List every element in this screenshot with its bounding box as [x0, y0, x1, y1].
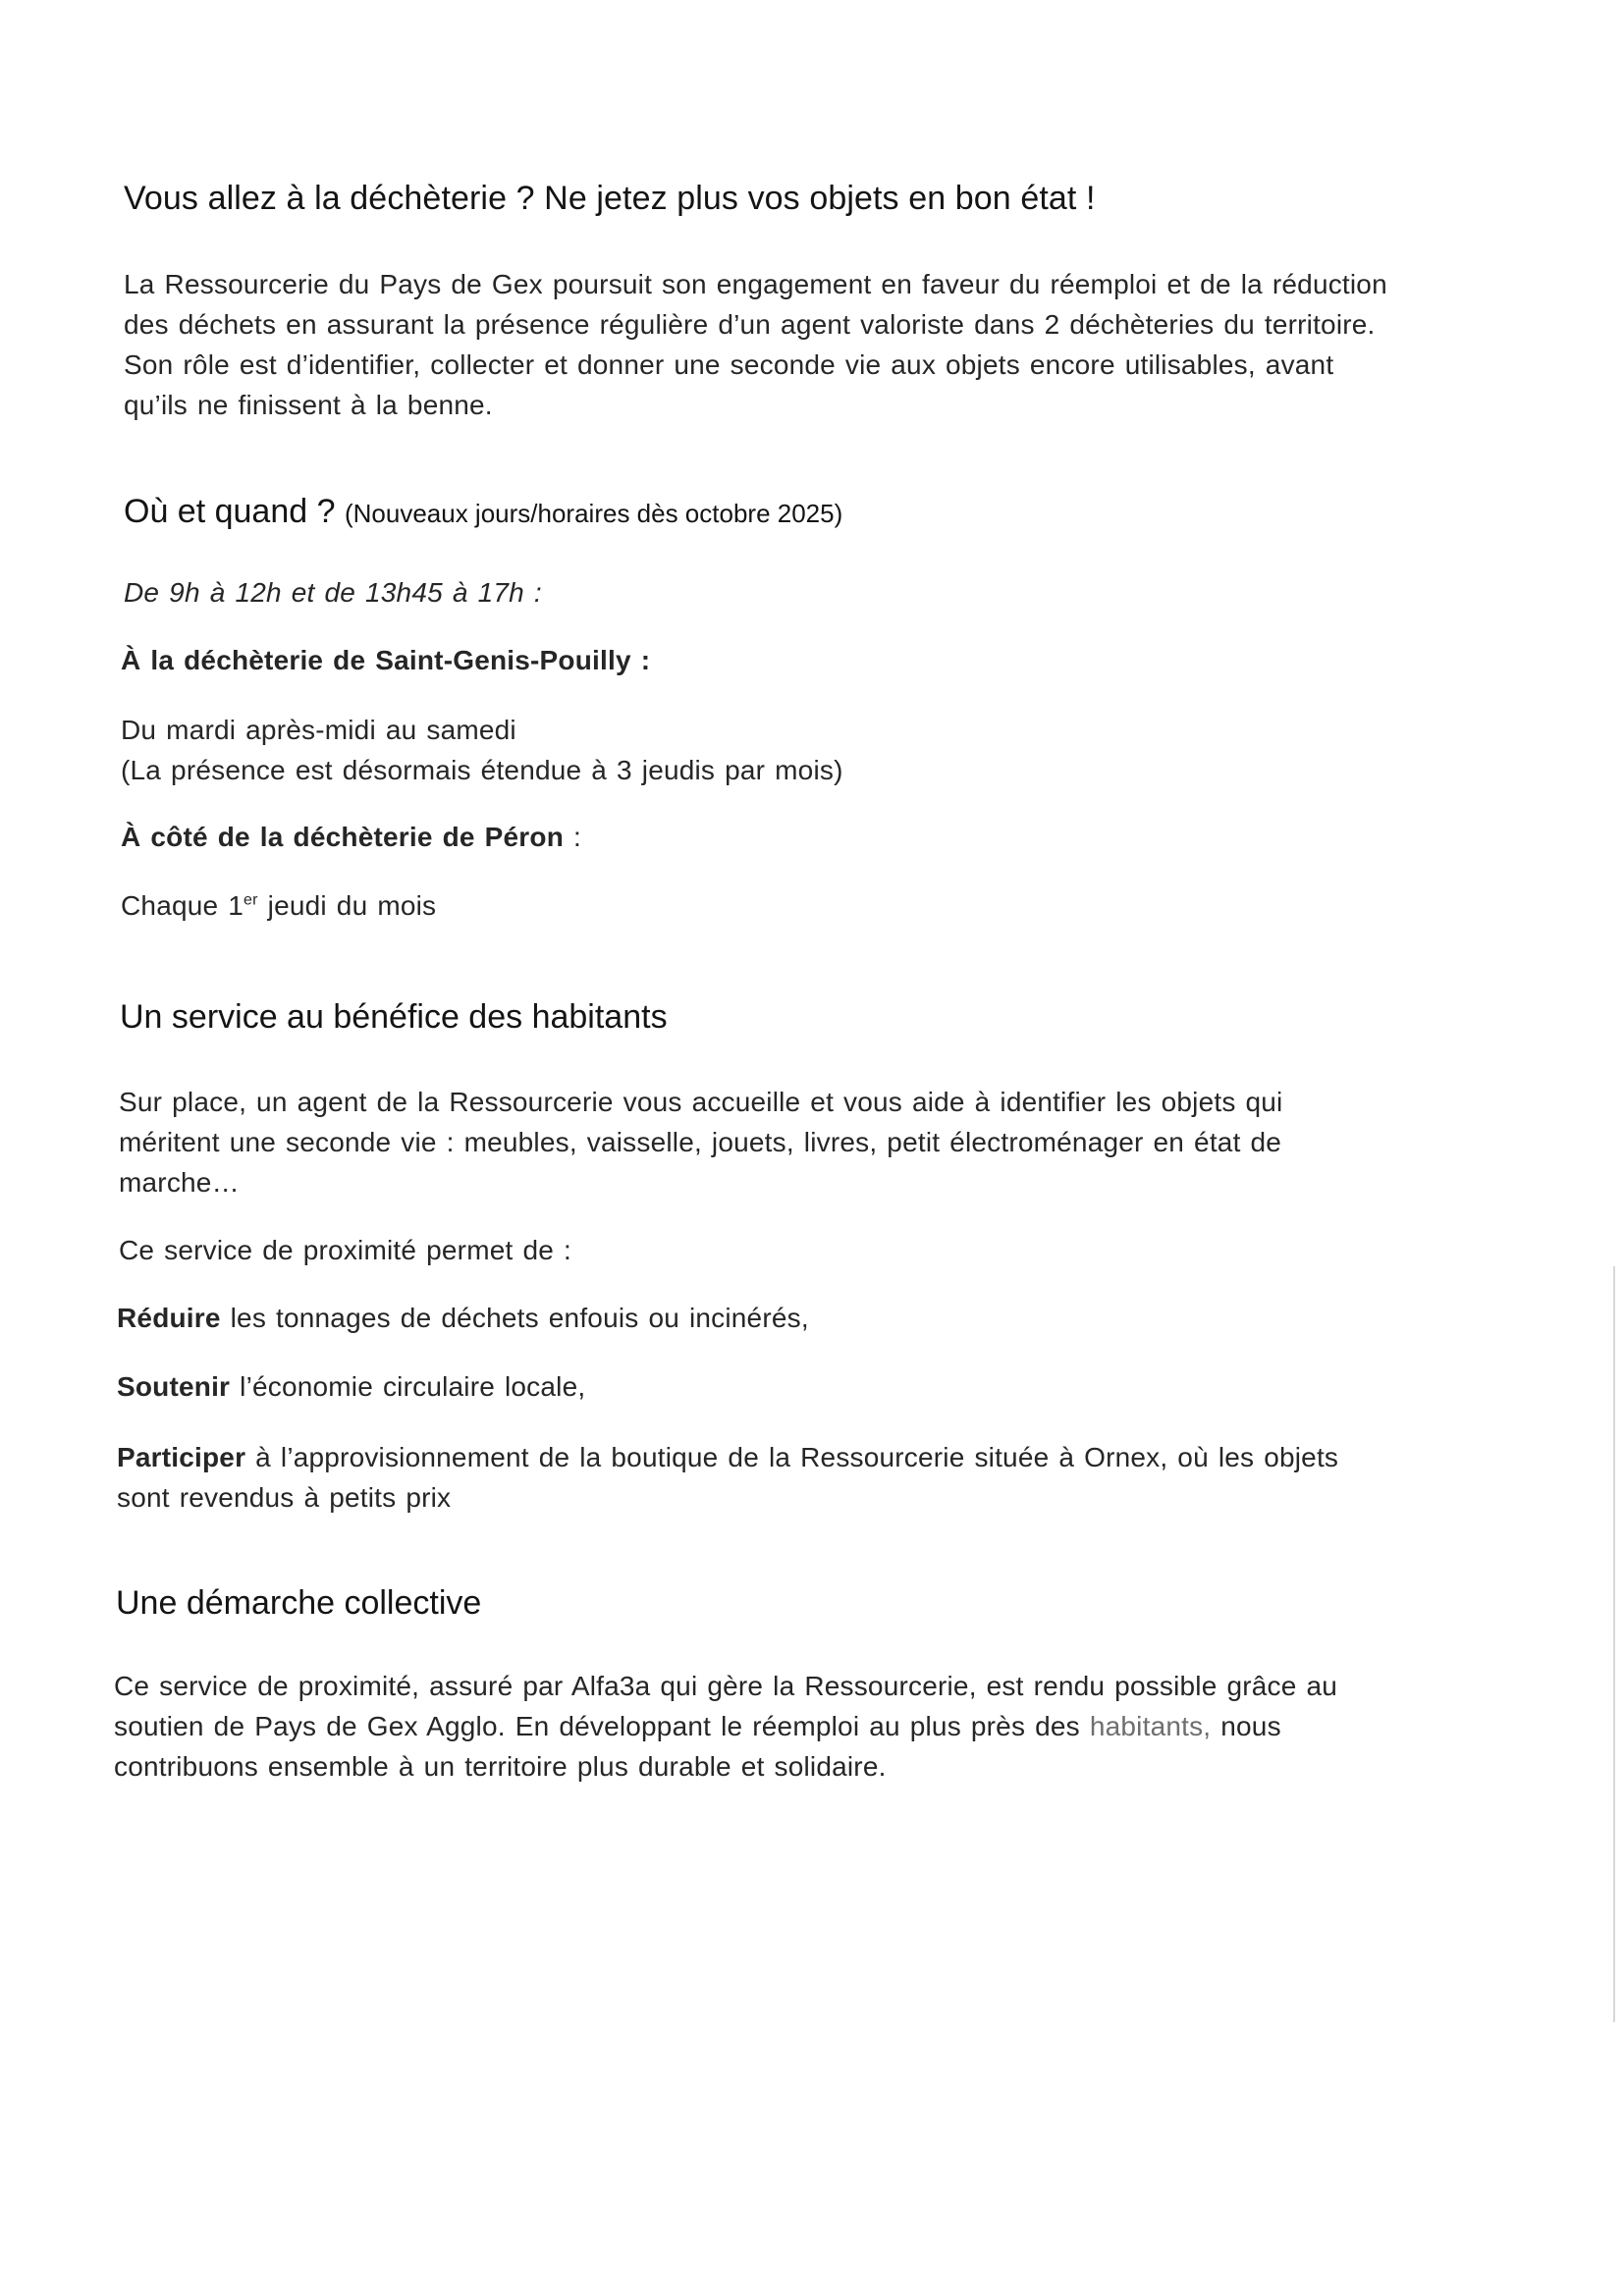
service-lead: Ce service de proximité permet de :	[119, 1235, 571, 1265]
benefit-item	[117, 1298, 809, 1338]
page-title: Vous allez à la déchèterie ? Ne jetez plus vos objets en bon état !	[124, 180, 1096, 217]
site2-schedule	[121, 885, 436, 926]
collective-muted-word: habitants,	[1089, 1711, 1212, 1741]
service-line: méritent une seconde vie : meubles, vaisselle, jouets, livres, petit électroménager en état de	[119, 1127, 1282, 1157]
where-heading-text: Où et quand ?	[124, 493, 336, 530]
intro-line: Son rôle est d’identifier, collecter et donner une seconde vie aux objets encore utilisables, avant	[124, 349, 1334, 380]
intro-line: La Ressourcerie du Pays de Gex poursuit son engagement en faveur du réemploi et de la réduction	[124, 269, 1387, 299]
site2-schedule-b: jeudi du mois	[257, 890, 437, 921]
intro-line: qu’ils ne finissent à la benne.	[124, 390, 493, 420]
benefit-text: à l’approvisionnement de la boutique de la Ressourcerie située à Ornex, où les objets	[245, 1442, 1339, 1472]
benefit-line: sont revendus à petits prix	[117, 1482, 452, 1513]
scan-edge-mark	[1613, 1266, 1615, 2022]
collective-line: Ce service de proximité, assuré par Alfa3a qui gère la Ressourcerie, est rendu possible grâce au	[114, 1671, 1338, 1701]
site2-schedule-sup: er	[244, 891, 258, 909]
intro-paragraph	[124, 264, 1457, 425]
service-paragraph	[119, 1082, 1353, 1202]
collective-text: nous	[1211, 1711, 1281, 1741]
benefit-bold: Réduire	[117, 1303, 221, 1333]
section-heading-collective: Une démarche collective	[116, 1584, 482, 1622]
collective-line	[114, 1706, 1410, 1746]
section-heading-service: Un service au bénéfice des habitants	[120, 998, 668, 1036]
service-line: Sur place, un agent de la Ressourcerie vous accueille et vous aide à identifier les objets qui	[119, 1087, 1283, 1117]
site1-details	[121, 710, 843, 790]
collective-paragraph	[114, 1666, 1410, 1787]
service-line: marche…	[119, 1167, 240, 1198]
benefit-text: l’économie circulaire locale,	[230, 1371, 586, 1402]
hours-line: De 9h à 12h et de 13h45 à 17h :	[124, 577, 542, 608]
site1-line: (La présence est désormais étendue à 3 jeudis par mois)	[121, 755, 843, 785]
site1-line: Du mardi après-midi au samedi	[121, 715, 516, 745]
site2-heading-colon: :	[564, 822, 581, 852]
site2-schedule-a: Chaque 1	[121, 890, 244, 921]
benefit-bold: Soutenir	[117, 1371, 231, 1402]
where-heading-note: (Nouveaux jours/horaires dès octobre 2025)	[344, 499, 843, 528]
collective-line: contribuons ensemble à un territoire plus durable et solidaire.	[114, 1751, 887, 1782]
benefit-line	[117, 1437, 1338, 1477]
benefit-item	[117, 1366, 585, 1407]
section-heading-where	[124, 493, 842, 531]
collective-text: soutien de Pays de Gex Agglo. En développant le réemploi au plus près des	[114, 1711, 1090, 1741]
intro-line: des déchets en assurant la présence régulière d’un agent valoriste dans 2 déchèteries du territoire.	[124, 309, 1376, 340]
benefit-text: les tonnages de déchets enfouis ou incinérés,	[220, 1303, 809, 1333]
site1-heading	[121, 640, 650, 680]
benefit-item	[117, 1437, 1338, 1518]
site2-heading-text: À côté de la déchèterie de Péron	[121, 822, 564, 852]
site1-heading-text: À la déchèterie de Saint-Genis-Pouilly :	[121, 645, 651, 675]
benefit-bold: Participer	[117, 1442, 246, 1472]
site2-heading	[121, 817, 581, 857]
